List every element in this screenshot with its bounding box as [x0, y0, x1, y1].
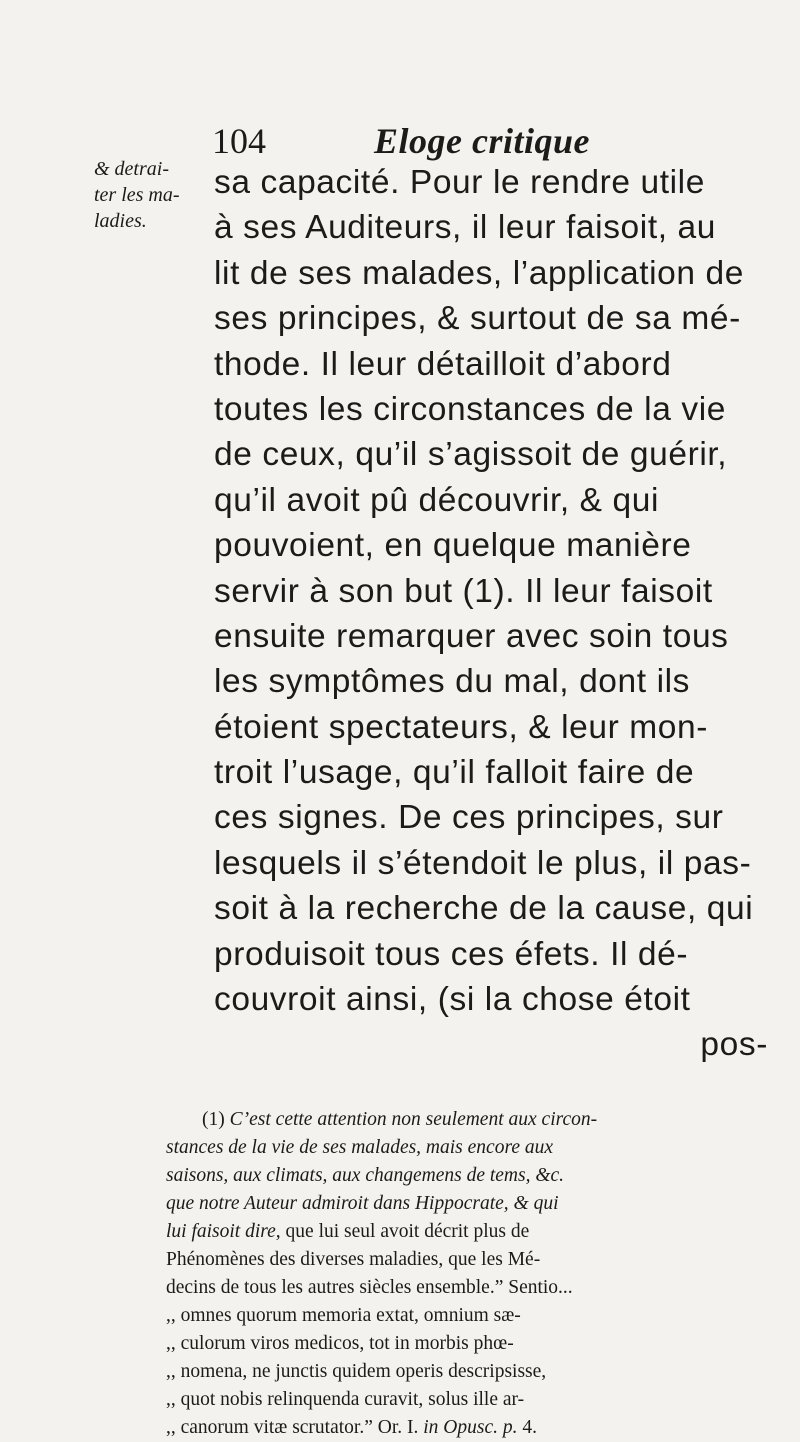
footnote-text: que lui seul avoit décrit plus de	[285, 1221, 530, 1242]
page-number: 104	[212, 121, 266, 161]
footnote-text: lui faisoit dire,	[166, 1221, 281, 1242]
footnote-line	[166, 1106, 776, 1134]
footnote-text: 4.	[522, 1417, 537, 1438]
footnote	[166, 1106, 776, 1442]
body-line: couvroit ainsi, (si la chose étoit	[214, 981, 691, 1019]
body-line: lit de ses malades, l’application de	[214, 254, 744, 292]
catchword: pos-	[700, 1026, 768, 1064]
margin-note-line: & detrai-	[94, 158, 169, 180]
footnote-text: in Opusc. p.	[423, 1417, 518, 1438]
footnote-text: ,, canorum vitæ scrutator.” Or. I.	[166, 1417, 419, 1438]
footnote-marker: (1)	[202, 1109, 225, 1130]
body-line: lesquels il s’étendoit le plus, il pas-	[214, 844, 752, 882]
body-line: thode. Il leur détailloit d’abord	[214, 345, 672, 383]
body-line: produisoit tous ces éfets. Il dé-	[214, 935, 689, 973]
body-line: ses principes, & surtout de sa mé-	[214, 300, 741, 338]
body-line: servir à son but (1). Il leur faisoit	[214, 572, 713, 610]
margin-note	[94, 156, 214, 234]
margin-note-line: ladies.	[94, 210, 147, 232]
footnote-line: stances de la vie de ses malades, mais encore aux	[166, 1137, 554, 1158]
footnote-line	[166, 1414, 776, 1442]
footnote-line: que notre Auteur admiroit dans Hippocrate, & qui	[166, 1193, 559, 1214]
margin-note-line: ter les ma-	[94, 184, 180, 206]
running-head: Eloge critique	[374, 121, 590, 161]
footnote-line: saisons, aux climats, aux changemens de tems, &c.	[166, 1165, 565, 1186]
body-line: à ses Auditeurs, il leur faisoit, au	[214, 209, 717, 247]
footnote-line: ,, quot nobis relinquenda curavit, solus ille ar-	[166, 1389, 525, 1410]
body-line: toutes les circonstances de la vie	[214, 390, 726, 428]
footnote-line: Phénomènes des diverses maladies, que les Mé-	[166, 1249, 541, 1270]
body-line: soit à la recherche de la cause, qui	[214, 890, 754, 928]
footnote-line: decins de tous les autres siècles ensemble.” Sentio...	[166, 1277, 573, 1298]
body-line: ensuite remarquer avec soin tous	[214, 617, 729, 655]
page-header	[212, 118, 772, 164]
footnote-line: ,, culorum viros medicos, tot in morbis phœ-	[166, 1333, 514, 1354]
body-line: de ceux, qu’il s’agissoit de guérir,	[214, 436, 728, 474]
body-line: ces signes. De ces principes, sur	[214, 799, 724, 837]
body-line: qu’il avoit pû découvrir, & qui	[214, 481, 660, 519]
footnote-line: ,, omnes quorum memoria extat, omnium sæ-	[166, 1305, 521, 1326]
body-line: sa capacité. Pour le rendre utile	[214, 164, 705, 201]
body-line: les symptômes du mal, dont ils	[214, 663, 691, 701]
body-line: pouvoient, en quelque manière	[214, 527, 692, 565]
footnote-text: C’est cette attention non seulement aux circon-	[229, 1109, 598, 1130]
body-line: troit l’usage, qu’il falloit faire de	[214, 754, 695, 792]
footnote-line: ,, nomena, ne junctis quidem operis descripsisse,	[166, 1361, 547, 1382]
body-text	[214, 160, 774, 1068]
body-line: étoient spectateurs, & leur mon-	[214, 708, 709, 746]
footnote-line	[166, 1218, 776, 1246]
